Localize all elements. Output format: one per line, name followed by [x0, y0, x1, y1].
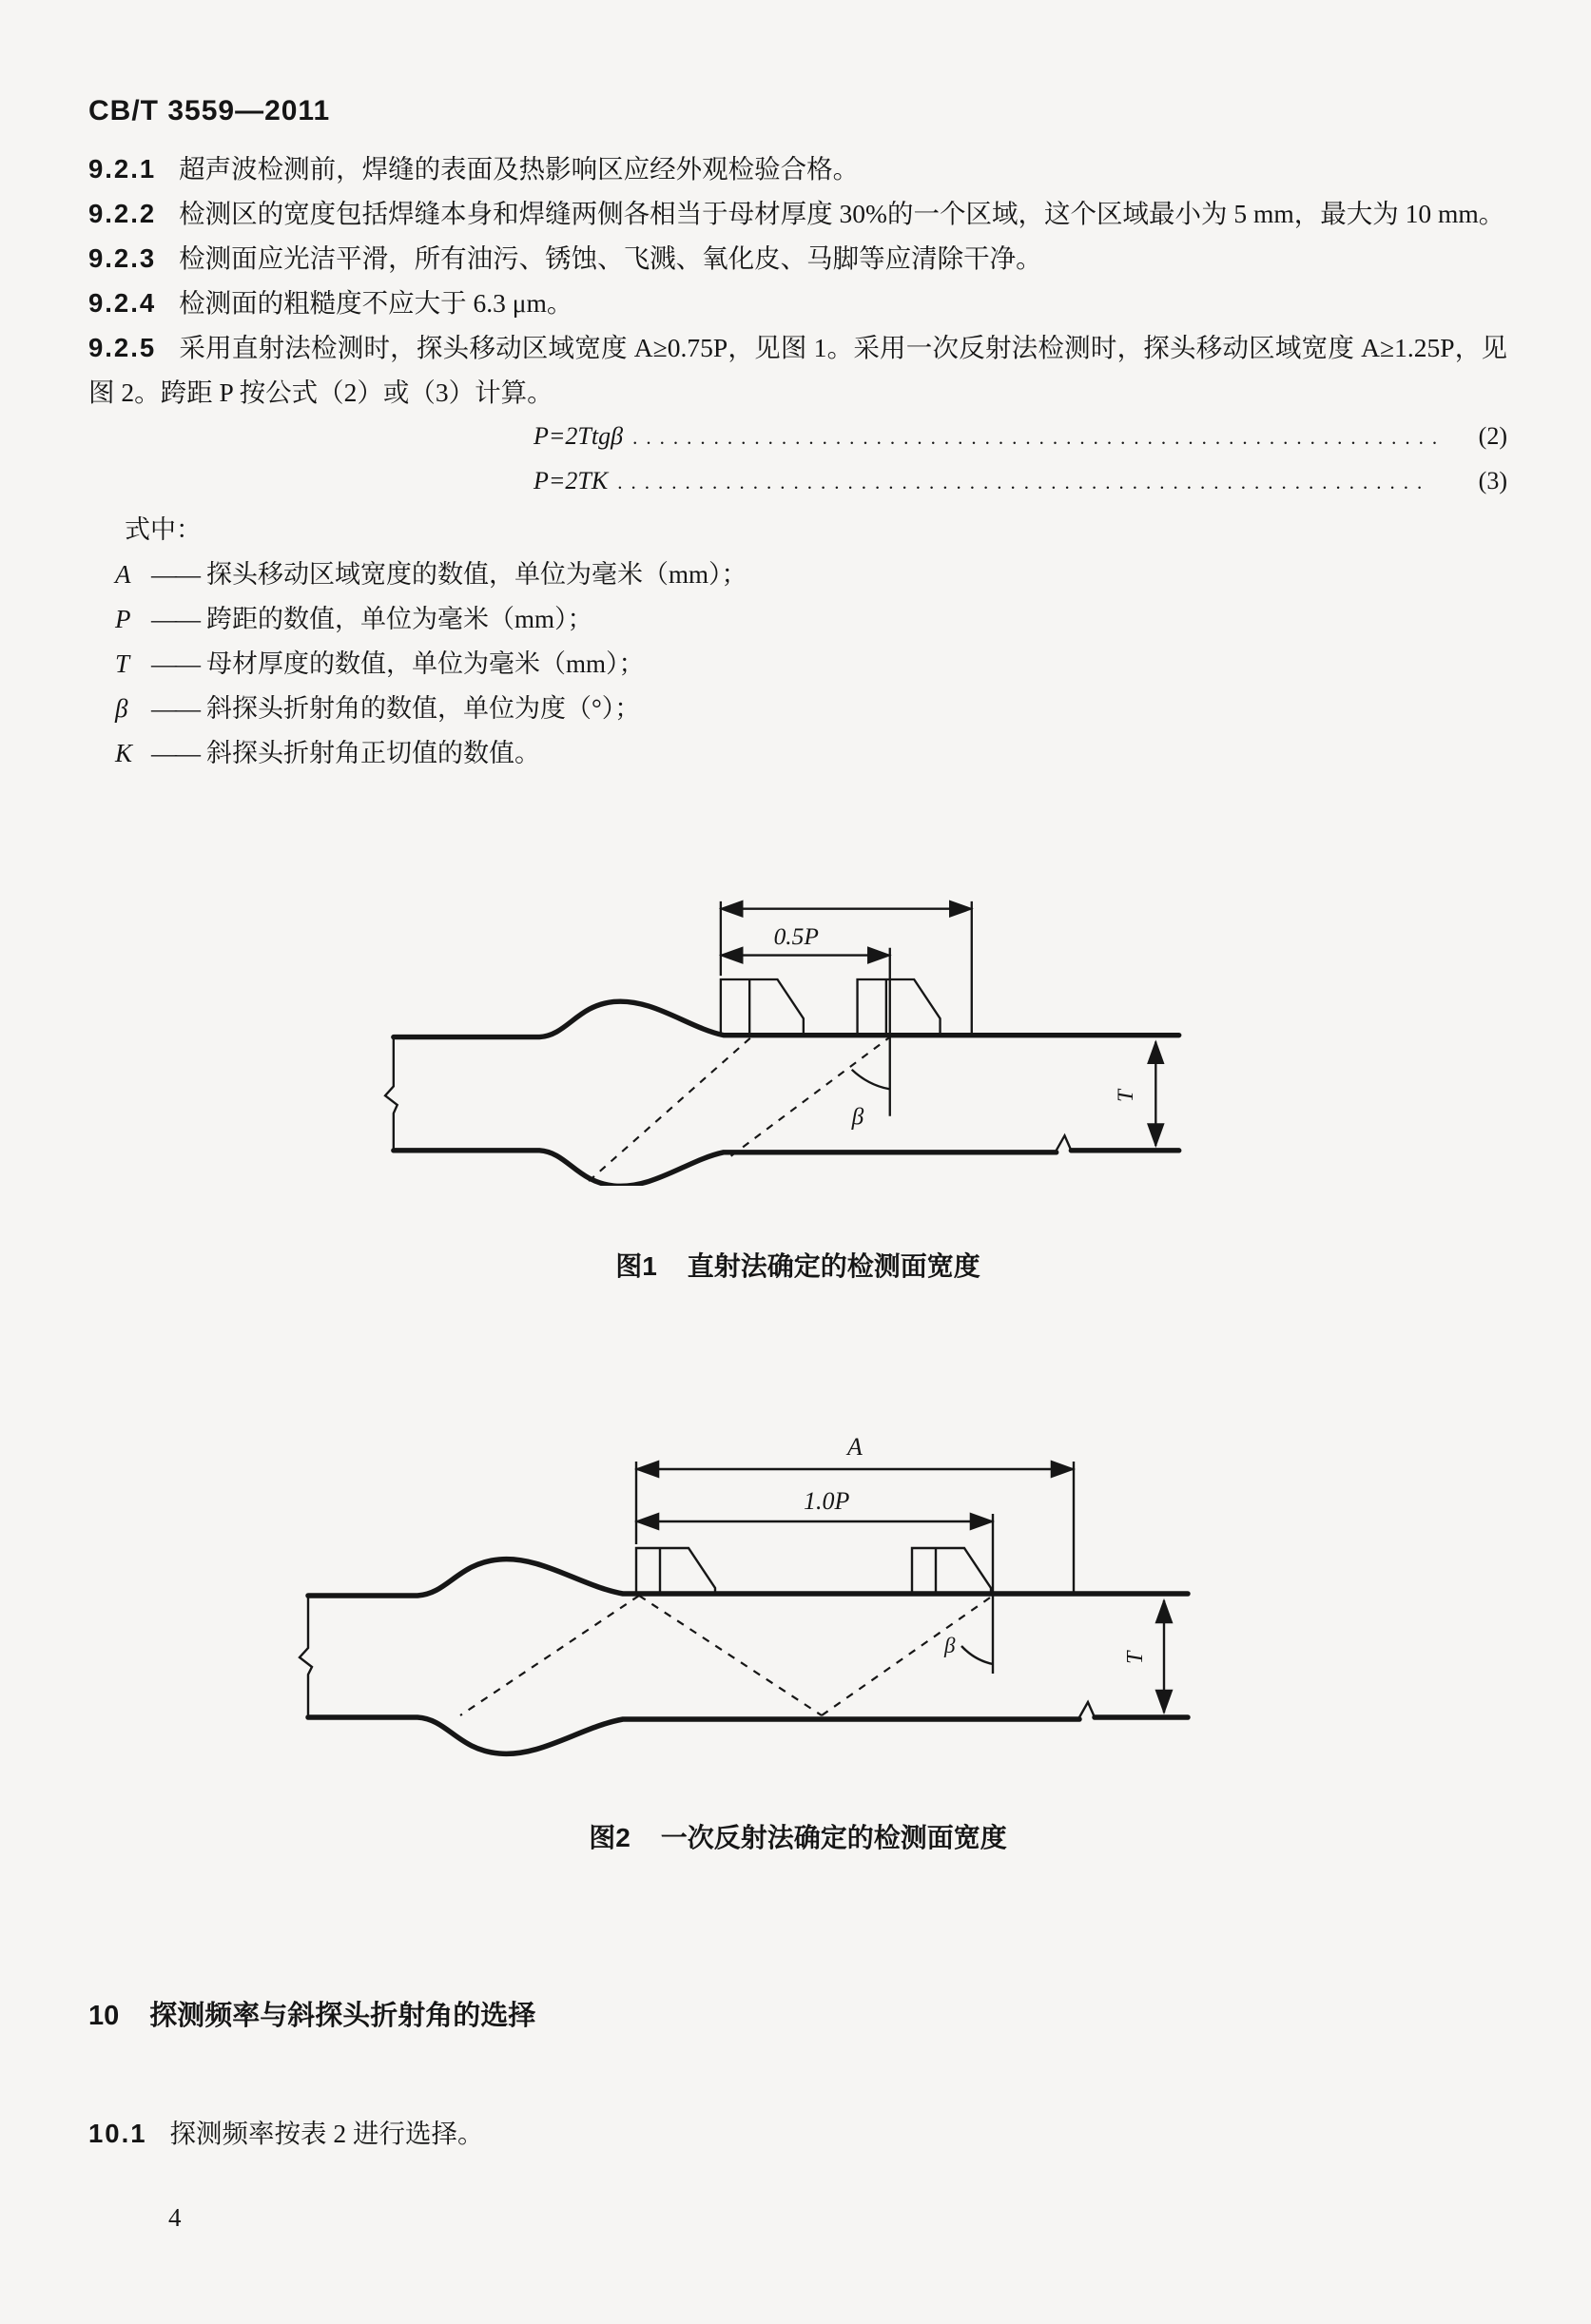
- left-break-edge: [300, 1596, 312, 1717]
- thickness-dimension: [1114, 1042, 1155, 1146]
- probe-left: [721, 979, 804, 1036]
- definition-dash: ——: [151, 649, 199, 678]
- symbol: K: [115, 739, 133, 767]
- thickness-dimension: [1123, 1600, 1164, 1713]
- definition-text: 斜探头折射角的数值，单位为度（°）；: [206, 694, 641, 723]
- clause-text: 检测区的宽度包括焊缝本身和焊缝两侧各相当于母材厚度 30%的一个区域，这个区域最小为 5 mm，最大为 10 mm。: [179, 199, 1505, 228]
- thickness-label-t: T: [1113, 1089, 1138, 1103]
- weld-beam-paths: [589, 1037, 890, 1182]
- clause-text: 探测频率按表 2 进行选择。: [169, 2119, 484, 2148]
- section-number: 10: [88, 2001, 120, 2031]
- section-title: 探测频率与斜探头折射角的选择: [149, 2001, 536, 2031]
- doc-code-header: CB/T 3559—2011: [88, 95, 331, 126]
- definition-dash: ——: [151, 605, 199, 633]
- formula-number: (2): [1478, 422, 1507, 450]
- figure-caption-number: 图1: [615, 1251, 657, 1281]
- figure-caption-number: 图2: [589, 1823, 631, 1852]
- probe-left: [636, 1548, 715, 1596]
- clause-number: 9.2.3: [88, 243, 157, 273]
- clause-9-2-5: [88, 325, 1507, 415]
- formula-expression: P=2Ttgβ: [534, 422, 624, 450]
- clause-text: 超声波检测前，焊缝的表面及热影响区应经外观检验合格。: [179, 154, 860, 184]
- clause-text: 检测面应光洁平滑，所有油污、锈蚀、飞溅、氧化皮、马脚等应清除干净。: [179, 243, 1042, 273]
- clause-number: 10.1: [88, 2119, 147, 2148]
- clause-10-1: [88, 2111, 1507, 2156]
- dim-label-05p: 0.5P: [773, 922, 819, 950]
- definition-dash: ——: [151, 694, 199, 723]
- clause-text: 采用直射法检测时，探头移动区域宽度 A≥0.75P，见图 1。采用一次反射法检测时，探头移动区域宽度 A≥1.25P，见图 2。跨距 P 按公式（2）或（3）计算。: [88, 333, 1507, 407]
- symbol: β: [115, 694, 128, 723]
- figure2-caption: [88, 1817, 1507, 1855]
- break-mark: [1079, 1702, 1095, 1717]
- page-number: 4: [168, 2203, 182, 2232]
- clause-text: 检测面的粗糙度不应大于 6.3 μm。: [179, 288, 573, 318]
- dimension-skip-span: [636, 1487, 993, 1674]
- left-break-edge: [385, 1037, 398, 1151]
- definition-A: [115, 552, 1507, 597]
- symbol: P: [115, 605, 131, 633]
- figure-caption-text: 直射法确定的检测面宽度: [687, 1251, 980, 1281]
- formula-expression: P=2TK: [534, 467, 609, 494]
- definition-P: [115, 597, 1507, 642]
- definition-K: [115, 731, 1507, 776]
- definition-text: 跨距的数值，单位为毫米（mm）；: [206, 605, 593, 633]
- figure2-diagram: [294, 1415, 1302, 1757]
- symbol: T: [115, 649, 130, 678]
- clause-number: 9.2.4: [88, 288, 157, 318]
- clause-9-2-4: [88, 281, 1507, 325]
- dim-label-a: A: [847, 1433, 863, 1461]
- clause-9-2-1: [88, 146, 1507, 191]
- where-intro: 式中：: [125, 515, 202, 544]
- angle-label-beta: β: [944, 1634, 956, 1657]
- dim-label-10p: 1.0P: [804, 1487, 850, 1515]
- figure2: [88, 1415, 1507, 1855]
- clause-number: 9.2.5: [88, 333, 157, 362]
- dimension-outer: [721, 901, 972, 1036]
- clause-9-2-2: [88, 191, 1507, 236]
- angle-label-beta: β: [851, 1103, 864, 1131]
- figure1-caption: [88, 1246, 1507, 1284]
- definition-dash: ——: [151, 739, 199, 767]
- formula-leader-dots: ............................................................: [632, 426, 1446, 449]
- formula-2: [88, 415, 1507, 459]
- thickness-label-t: T: [1123, 1651, 1148, 1664]
- figure-caption-text: 一次反射法确定的检测面宽度: [660, 1823, 1007, 1852]
- clause-number: 9.2.1: [88, 154, 157, 184]
- figure1-diagram: [379, 898, 1216, 1186]
- probe-right: [912, 1548, 991, 1596]
- formula-leader-dots: ............................................................: [617, 471, 1431, 494]
- refraction-angle: [851, 1070, 890, 1131]
- probe-right: [858, 979, 941, 1036]
- symbol: A: [115, 560, 131, 589]
- formula-3: [88, 459, 1507, 504]
- clause-9-2-3: [88, 236, 1507, 281]
- break-mark: [1057, 1135, 1072, 1151]
- weld-beam-paths: [460, 1596, 993, 1715]
- section-10-heading: [88, 1994, 1507, 2033]
- definition-text: 母材厚度的数值，单位为毫米（mm）；: [206, 649, 645, 678]
- clause-number: 9.2.2: [88, 199, 157, 228]
- definition-dash: ——: [151, 560, 199, 589]
- plate-outline: [385, 1001, 1179, 1186]
- formula-number: (3): [1478, 467, 1507, 494]
- definition-beta: [115, 687, 1507, 731]
- refraction-angle: [943, 1634, 993, 1664]
- figure1: [88, 898, 1507, 1284]
- dimension-half-span: [721, 923, 890, 1116]
- definition-text: 斜探头折射角正切值的数值。: [206, 739, 540, 767]
- definition-T: [115, 642, 1507, 687]
- plate-outline: [300, 1559, 1188, 1754]
- definition-text: 探头移动区域宽度的数值，单位为毫米（mm）；: [206, 560, 747, 589]
